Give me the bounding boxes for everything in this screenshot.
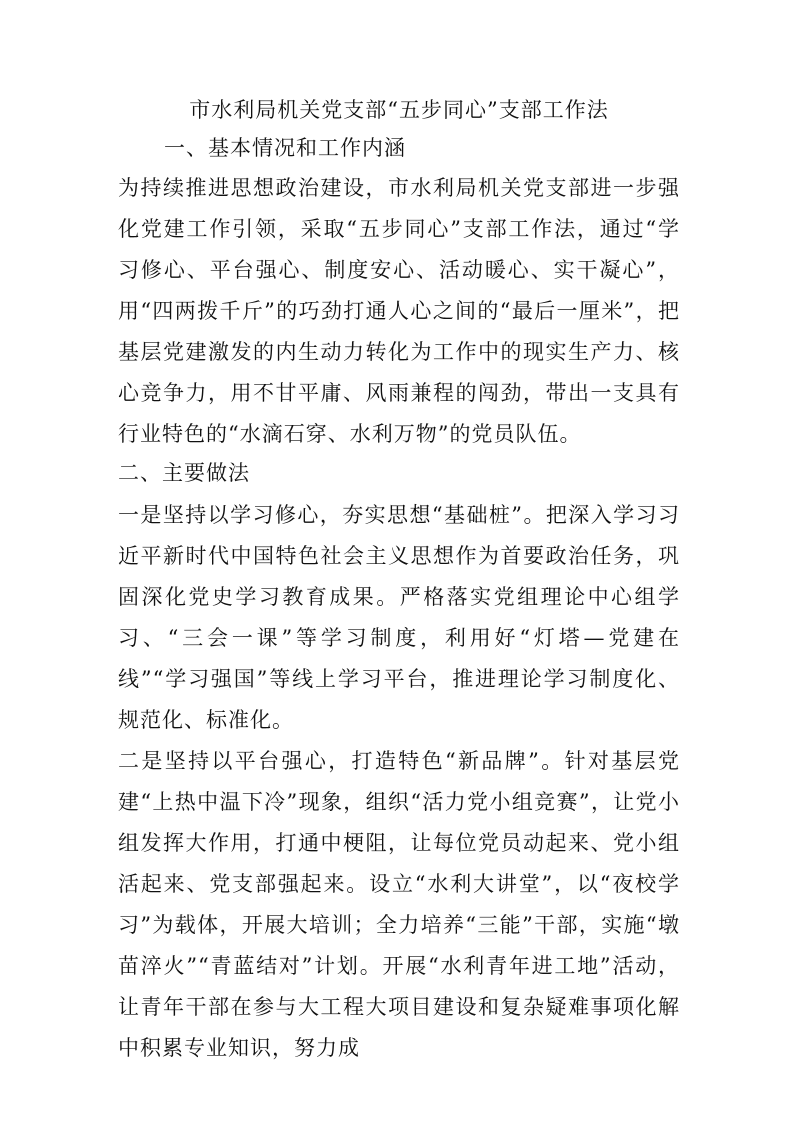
paragraph-study: 一是坚持以学习修心，夯实思想“基础桩”。把深入学习习近平新时代中国特色社会主义思想作为首要政治任务，巩固深化党史学习教育成果。严格落实党组理论中心组学习、“三会一课”等学习制度，利用好“灯塔—党建在线”“学习强国”等线上学习平台，推进理论学习制度化、规范化、标准化。 [118,503,680,732]
section-heading-main-practices: 二、主要做法 [118,461,250,485]
paragraph-basic-situation: 为持续推进思想政治建设，市水利局机关党支部进一步强化党建工作引领，采取“五步同心”支部工作法，通过“学习修心、平台强心、制度安心、活动暖心、实干凝心”，用“四两拨千斤”的巧劲打通人心之间的“最后一厘米”，把基层党建激发的内生动力转化为工作中的现实生产力、核心竞争力，用不甘平庸、风雨兼程的闯劲，带出一支具有行业特色的“水滴石穿、水利万物”的党员队伍。 [118,176,680,446]
document-body [118,92,680,1069]
paragraph-platform: 二是坚持以平台强心，打造特色“新品牌”。针对基层党建“上热中温下冷”现象，组织“活力党小组竞赛”，让党小组发挥大作用，打通中梗阻，让每位党员动起来、党小组活起来、党支部强起来。设立“水利大讲堂”，以“夜校学习”为载体，开展大培训；全力培养“三能”干部，实施“墩苗淬火”“青蓝结对”计划。开展“水利青年进工地”活动，让青年干部在参与大工程大项目建设和复杂疑难事项化解中积累专业知识，努力成 [118,749,680,1060]
document-title: 市水利局机关党支部“五步同心”支部工作法 [189,98,609,122]
section-heading-basic-situation: 一、基本情况和工作内涵 [164,136,406,160]
